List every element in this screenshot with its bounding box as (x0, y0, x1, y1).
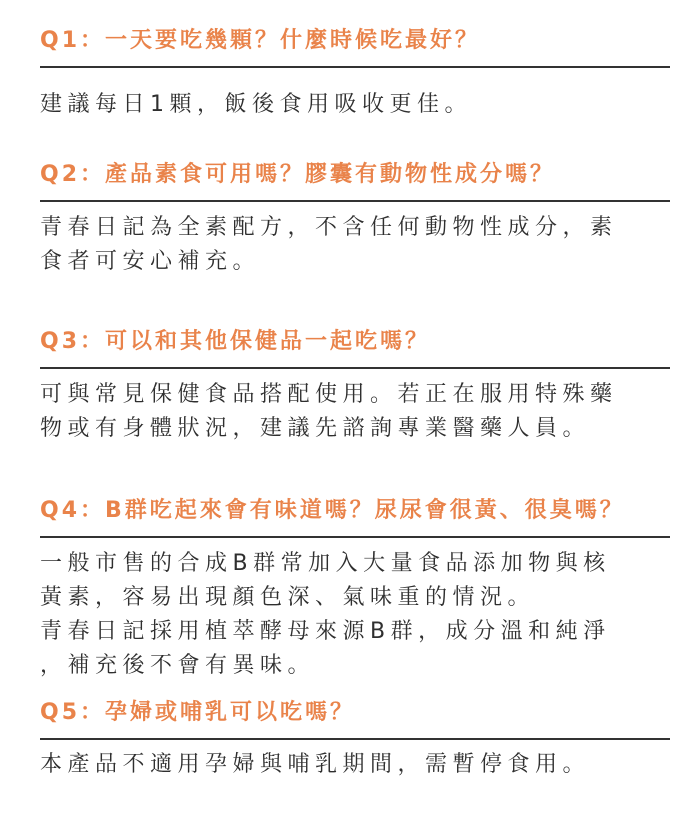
faq-question-2: Q2：產品素食可用嗎？膠囊有動物性成分嗎？ (40, 162, 556, 187)
faq-answer-5-line-1: 本產品不適用孕婦與哺乳期間，需暫停食用。 (40, 752, 591, 777)
faq-question-4: Q4：B群吃起來會有味道嗎？尿尿會很黃、很臭嗎？ (40, 498, 625, 523)
faq-answer-4 (40, 547, 670, 683)
faq-divider-1 (40, 66, 670, 68)
faq-answer-2-line-2: 食者可安心補充。 (40, 249, 261, 274)
faq-answer-2-line-1: 青春日記為全素配方，不含任何動物性成分，素 (40, 215, 618, 240)
faq-question-3: Q3：可以和其他保健品一起吃嗎？ (40, 329, 431, 354)
faq-answer-2 (40, 211, 670, 279)
faq-answer-4-line-2: 黃素，容易出現顏色深、氣味重的情況。 (40, 585, 536, 610)
faq-divider-5 (40, 738, 670, 740)
faq-answer-4-line-1: 一般市售的合成B群常加入大量食品添加物與核 (40, 551, 611, 576)
faq-answer-5 (40, 748, 670, 782)
faq-answer-4-line-3: 青春日記採用植萃酵母來源B群，成分溫和純淨 (40, 619, 611, 644)
faq-question-1: Q1：一天要吃幾顆？什麼時候吃最好？ (40, 28, 481, 53)
faq-item-1 (40, 26, 670, 117)
faq-answer-1 (40, 88, 670, 122)
faq-divider-4 (40, 536, 670, 538)
faq-divider-3 (40, 367, 670, 369)
faq-question-5: Q5：孕婦或哺乳可以吃嗎？ (40, 700, 356, 725)
faq-divider-2 (40, 200, 670, 202)
faq-answer-3-line-1: 可與常見保健食品搭配使用。若正在服用特殊藥 (40, 382, 618, 407)
faq-item-4 (40, 496, 670, 678)
faq-answer-1-line-1: 建議每日1顆，飯後食用吸收更佳。 (40, 92, 472, 117)
faq-answer-3-line-2: 物或有身體狀況，建議先諮詢專業醫藥人員。 (40, 416, 591, 441)
faq-item-5 (40, 698, 670, 777)
faq-item-2 (40, 160, 670, 274)
faq-item-3 (40, 327, 670, 441)
faq-answer-4-line-4: ，補充後不會有異味。 (40, 653, 316, 678)
faq-answer-3 (40, 378, 670, 446)
